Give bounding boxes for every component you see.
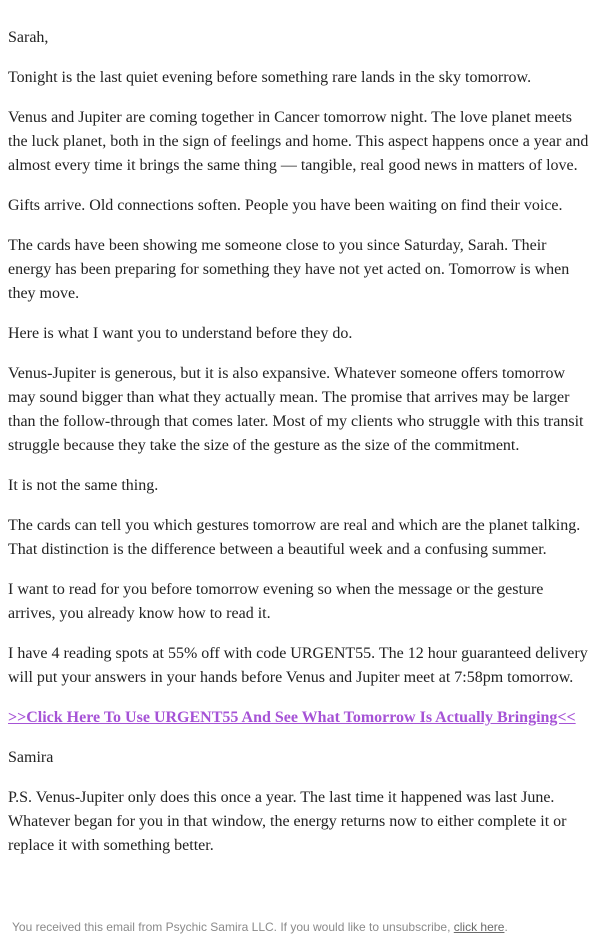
paragraph-understand: Here is what I want you to understand before they do.	[8, 325, 353, 342]
paragraph-gestures: The cards can tell you which gestures tomorrow are real and which are the planet talking. That distinction is the difference between a beautiful week and a confusing summer.	[8, 517, 581, 558]
postscript: P.S. Venus-Jupiter only does this once a year. The last time it happened was last June. Whatever began for you in that window, the energy returns now to either complete it or replace it with something better.	[8, 789, 567, 854]
paragraph-expansive: Venus-Jupiter is generous, but it is also expansive. Whatever someone offers tomorrow may sound bigger than what they actually mean. The promise that arrives may be larger than the follow-through that comes later. Most of my clients who struggle with this transit struggle because they take the size of the gesture as the size of the commitment.	[8, 365, 584, 454]
footer	[12, 919, 592, 935]
paragraph-read-for-you: I want to read for you before tomorrow evening so when the message or the gesture arrives, you already know how to read it.	[8, 581, 544, 622]
signature: Samira	[8, 749, 54, 766]
paragraph-cards-showing: The cards have been showing me someone close to you since Saturday, Sarah. Their energy has been preparing for something they have not yet acted on. Tomorrow is when they move.	[8, 237, 570, 302]
unsubscribe-link[interactable]: click here	[453, 920, 505, 934]
greeting: Sarah,	[8, 29, 49, 46]
paragraph-tonight: Tonight is the last quiet evening before something rare lands in the sky tomorrow.	[8, 69, 532, 86]
footer-text: You received this email from Psychic Samira LLC. If you would like to unsubscribe,	[12, 920, 454, 934]
paragraph-venus-jupiter: Venus and Jupiter are coming together in Cancer tomorrow night. The love planet meets the luck planet, both in the sign of feelings and home. This aspect happens once a year and almost every time it brings the same thing — tangible, real good news in matters of love.	[8, 109, 589, 174]
cta-paragraph	[8, 706, 592, 730]
cta-link[interactable]: >>Click Here To Use URGENT55 And See What Tomorrow Is Actually Bringing<<	[8, 709, 576, 726]
paragraph-gifts: Gifts arrive. Old connections soften. People you have been waiting on find their voice.	[8, 197, 563, 214]
footer-period: .	[504, 920, 508, 934]
paragraph-not-same: It is not the same thing.	[8, 477, 159, 494]
email-body	[8, 26, 592, 874]
paragraph-offer: I have 4 reading spots at 55% off with code URGENT55. The 12 hour guaranteed delivery will put your answers in your hands before Venus and Jupiter meet at 7:58pm tomorrow.	[8, 645, 588, 686]
